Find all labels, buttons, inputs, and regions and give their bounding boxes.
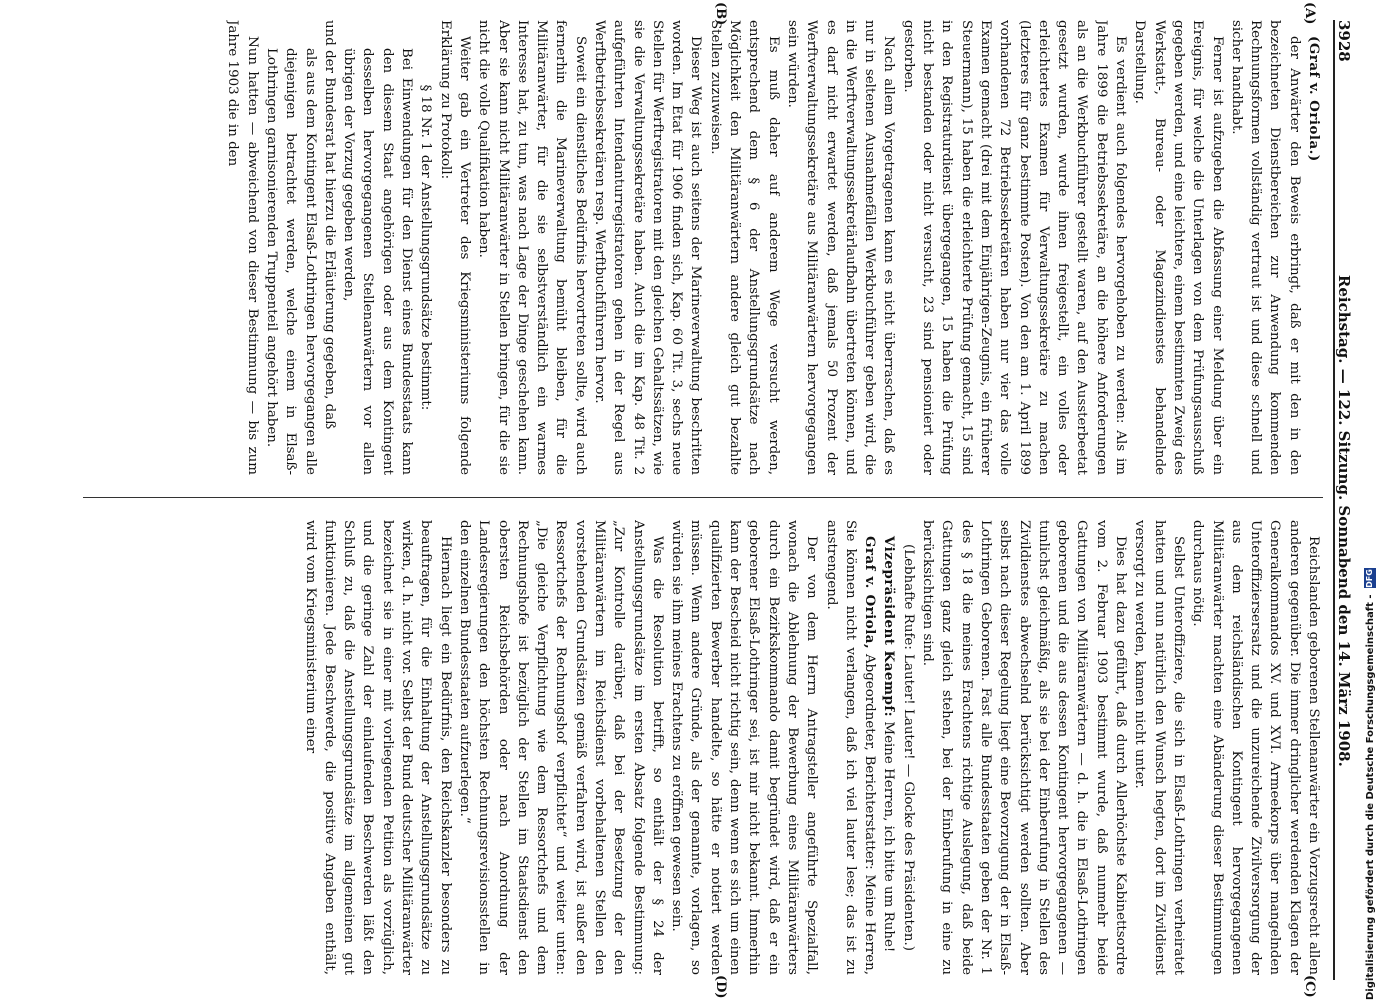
- paragraph: [339, 20, 416, 475]
- footer-text: Digitalisierung gefördert durch die Deutsche Forschungsgemeinschaft -: [1364, 594, 1376, 1000]
- margin-label-d: (D): [713, 975, 728, 999]
- paragraph-text: Soweit ein dienstliches Bedürfnis hervortreten sollte, wird auch fernerhin die Marineverwaltung bemüht bleiben, für die Militäranwärter, für die sie selbstverständlich ein warmes Interesse hat, zu tun, was nach Lage der Dinge geschehen kann. Aber sie kann nicht Militäranwärter in Stellen bringen, für die sie nicht die volle Qualifikation haben.: [476, 20, 588, 475]
- footer: [1362, 0, 1378, 1000]
- paragraph-text: Was die Resolution betrifft, so enthält der § 24 der Anstellungsgrundsätze im ersten Absatz folgende Bestimmung: „Zur Kontrolle darüber, daß bei der Besetzung der den Militäranwärtern im Reichsdienst vorbehaltenen Stellen den vorstehenden Grundsätzen gemäß verfahren wird, ist außer den Ressortchefs der Rechnungshof verpflichtet“ und weiter unten: „Die gleiche Verpflichtung wie dem Ressortchefs und dem Rechnungshofe ist bezüglich der Stellen im Staatsdienst den obersten Reichsbehörden oder nach Anordnung der Landesregierungen den höchsten Rechnungsrevisionsstellen in den einzelnen Bundesstaaten aufzuerlegen.“: [456, 520, 665, 975]
- paragraph-text: der Anwärter den Beweis erbringt, daß er mit den in den bezeichneten Dienstbereichen zur Anwendung kommenden Rechnungsformen vollständig vertraut ist und diese schnell und sicher handhabt.: [1228, 20, 1302, 475]
- paragraph: [898, 20, 1130, 475]
- left-text-column: [83, 20, 1323, 475]
- paragraph: [821, 520, 879, 975]
- paragraph: [590, 20, 706, 475]
- paragraph: [474, 20, 590, 475]
- paragraph: [706, 20, 783, 475]
- page-title: Reichstag. — 122. Sitzung. Sonnabend den 14. März 1908.: [1335, 274, 1353, 767]
- paragraph-text: Es muß daher auf anderem Wege versucht werden, entsprechend dem § 6 der Anstellungsgrundsätze nach Möglichkeit den Militäranwärtern andere gleich gut bezahlte Stellen zuzuweisen.: [707, 20, 781, 475]
- paragraph-text: Es verdient auch folgendes hervorgehoben zu werden: Als im Jahre 1899 die Betriebssekretäre, an die höhere Anforderungen als an die Werkbuchführer gestellt waren, auf den Aussterbeetat gesetzt wurden, wurde ihnen freigestellt, ein volles oder erleichtertes Examen für Verwaltungssekretäre zu machen (letzteres für ganz bestimmte Posten). Von den am 1. April 1899 vorhandenen 72 Betriebssekretären haben nur vier das volle Examen gemacht (drei mit dem Einjährigen-Zeugnis, ein früherer Steuermann), 15 haben die erleichterte Prüfung gemacht, 15 sind in den Registraturdienst übergegangen, 15 haben die Prüfung nicht bestanden oder nicht versucht, 23 sind pensioniert oder gestorben.: [900, 20, 1129, 475]
- dfg-logo: DFG: [1365, 569, 1374, 588]
- paragraph-text: Reichslanden geborenen Stellenanwärter ein Vorzugsrecht allen anderen gegenüber. Die immer dringlicher werdenden Klagen der Generalkommandos XV. und XVI. Armeekorps über mangelnden Unteroffiziersersatz und die unzureichende Zivilversorgung der aus dem reichsländischen Kontingent hervorgegangenen Militäranwärter machten eine Abänderung dieser Bestimmungen durchaus nötig.: [1190, 520, 1321, 975]
- paragraph: [783, 20, 899, 475]
- paragraph: [223, 20, 262, 475]
- paragraph: [918, 520, 1130, 975]
- paragraph-text: Dieser Weg ist auch seitens der Marineverwaltung beschritten worden. Im Etat für 1906 finden sich, Kap. 60 Tit. 3, sechs neue Stellen für Werftregistratoren mit den gleichen Gehaltssätzen, wie sie die Verwaltungssekretäre haben. Auch die im Kap. 48 Tit. 2 aufgeführten Intendanturregistratoren gehen in der Regel aus Werftbetriebssekretären resp. Werftbuchführern hervor.: [592, 20, 704, 475]
- paragraph: [1304, 20, 1323, 475]
- paragraph: [416, 20, 435, 475]
- paragraph: [1227, 20, 1304, 475]
- paragraph-text: als aus dem Kontingent Elsaß-Lothringen hervorgegangen alle diejenigen betrachtet werden, welche einem in Elsaß-Lothringen garnisonierenden Truppenteil angehört haben.: [263, 48, 318, 475]
- right-text-column: [83, 520, 1323, 975]
- paragraph: [262, 20, 320, 475]
- paragraph: [898, 520, 917, 975]
- paragraph: [1130, 520, 1188, 975]
- paragraph-text: Selbst Unteroffiziere, die sich in Elsaß-Lothringen verheiratet hatten und nun natürlich den Wunsch hegten, dort im Zivildienst versorgt zu werden, kamen nicht unter.: [1132, 520, 1186, 975]
- paragraph: [455, 520, 667, 975]
- paragraph-text: Dies hat dazu geführt, daß durch Allerhöchste Kabinettsordre vom 2. Februar 1903 bestimmt wurde, daß nunmehr beide Gattungen von Militäranwärtern — d. h. die in Elsaß-Lothringen geborenen und die aus dessen Kontingent hervorgegangenen — tunlichst gleichmäßig, als sie bei der Einberufung in Stellen des Zivildienstes abwechselnd berücksichtigt werden sollten. Aber selbst nach dieser Regelung liegt eine Bevorzugung der in Elsaß-Lothringen Geborenen. Fast alle Bundesstaaten geben der Nr. 1 des § 18 die meines Erachtens richtige Auslegung, daß beide Gattungen ganz gleich stehen, bei der Einberufung in eine zu berücksichtigen sind.: [920, 520, 1129, 975]
- paragraph-text: Bei Einwendungen für den Dienst eines Bundesstaats kann den diesem Staat angehörigen oder aus dem Kontingent desselben hervorgegangenen Stellenanwärtern vor allen übrigen der Vorzug gegeben werden,: [341, 48, 415, 475]
- paragraph-text: und der Bundesrat hat hierzu die Erläuterung gegeben, daß: [321, 20, 337, 430]
- paragraph: [320, 20, 339, 475]
- paragraph: [1188, 520, 1323, 975]
- column-divider: [83, 497, 1323, 498]
- margin-label-a: (A): [1302, 2, 1317, 25]
- paragraph: [300, 520, 454, 975]
- speaker-name: (Graf v. Oriola.): [1306, 36, 1322, 162]
- paragraph-text: Ferner ist aufzugeben die Abfassung einer Meldung über ein Ereignis, für welche die Unterlagen von dem Prüfungsausschuß gegeben werden, und eine leichtere, einem bestimmten Zweig des Werkstatt-, Bureau- oder Magazindienstes behandelnde Darstellung.: [1132, 20, 1225, 475]
- paragraph-text: (Lebhafte Rufe: Lauter! Lauter! — Glocke des Präsidenten.): [900, 544, 916, 951]
- speaker-name: Graf v. Oriola,: [862, 536, 879, 650]
- paragraph-text: Meine Herren, ich bitte um Ruhe!: [881, 721, 897, 953]
- paragraph-text: Hiernach liegt ein Bedürfnis, den Reichskanzler besonders zu beauftragen, für die Einhaltung der Anstellungsgrundsätze zu wirken, d. h. nicht vor. Selbst der Bund deutscher Militäranwärter bezeichnet sie in einer mit vorliegenden Petition als vorzüglich, und die geringe Zahl der einlaufenden Beschwerden läßt den Schluß zu, daß die Anstellungsgrundsätze im allgemeinen gut funktionieren. Jede Beschwerde, die positive Angaben enthält, wird vom Kriegsministerium einer: [302, 520, 453, 975]
- paragraph: [667, 520, 821, 975]
- paragraph-text: § 18 Nr. 1 der Anstellungsgrundsätze bestimmt:: [418, 84, 434, 411]
- paragraph-text: Nun hatten — abweichend von dieser Bestimmung — bis zum Jahre 1903 die in den: [225, 20, 260, 475]
- speaker-name: Vizepräsident Kaempf:: [881, 536, 898, 718]
- margin-label-b: (B): [713, 2, 728, 26]
- paragraph-text: Nach allem Vorgetragenen kann es nicht überraschen, daß es nur in seltenen Ausnahmefällen Werkbuchführer geben wird, die in die Werftverwaltungssekretärlaufbahn übertreten können, und es darf nicht erwartet werden, daß jemals 50 Prozent der Werftverwaltungssekretäre aus Militäranwärtern hervorgegangen sein würden.: [784, 20, 897, 475]
- paragraph: [1130, 20, 1226, 475]
- paragraph: [879, 520, 898, 975]
- paragraph-text: Abgeordneter, Berichterstatter: Meine Herren, Sie können nicht verlangen, daß ich viel lauter lese; das ist zu anstrengend.: [823, 520, 878, 975]
- margin-label-c: (C): [1302, 975, 1317, 998]
- paragraph-text: Weiter gab ein Vertreter des Kriegsministeriums folgende Erklärung zu Protokoll:: [437, 20, 472, 475]
- paragraph: [435, 20, 474, 475]
- paragraph-text: Der von dem Herrn Antragsteller angeführte Spezialfall, wonach die Ablehnung der Bewerbung eines Militäranwärters durch ein Bezirkskommando damit begründet wird, daß er ein geborener Elsaß-Lothringer sei, ist mir nicht bekannt. Immerhin kann der Bescheid nicht richtig sein, denn wenn es sich um einen qualifizierten Bewerber handelte, so hätte er notiert werden müssen. Wenn andere Gründe, als der genannte, vorlagen, so würden sie ihm meines Erachtens zu eröffnen gewesen sein.: [669, 520, 820, 975]
- page-number: 3928: [1335, 20, 1353, 62]
